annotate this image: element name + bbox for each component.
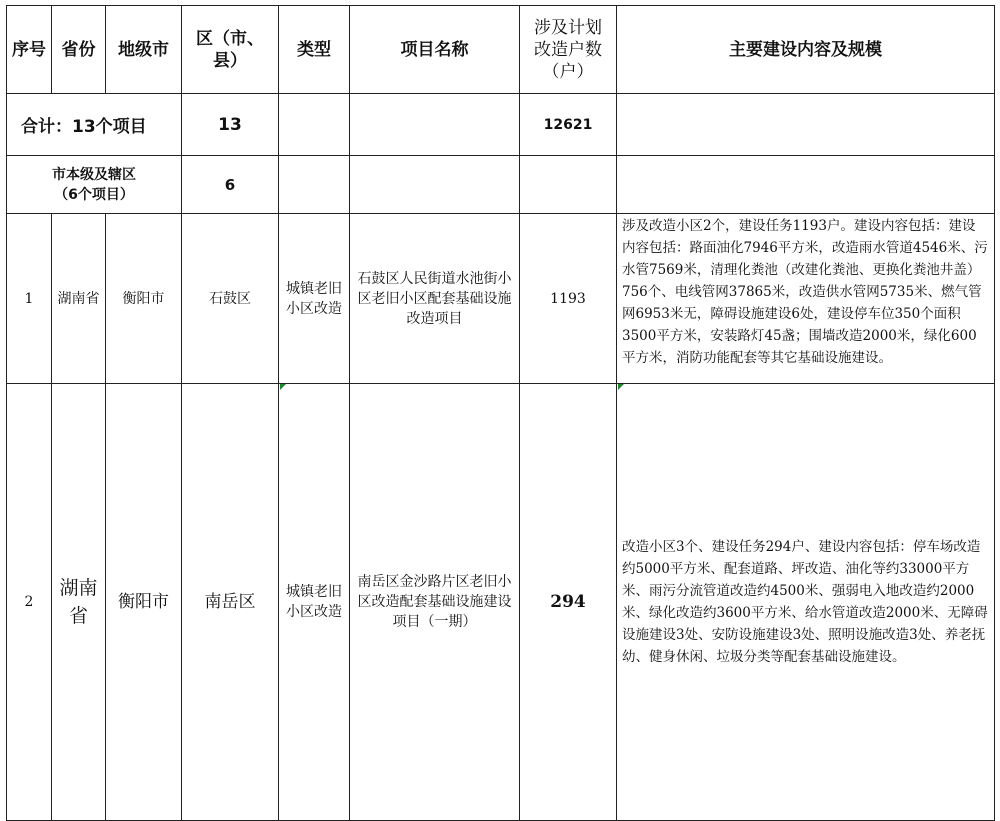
row-type: 城镇老旧小区改造 (279, 384, 350, 821)
row-type: 城镇老旧小区改造 (279, 214, 350, 384)
subtotal-label (7, 156, 182, 214)
summary-label: 合计：13个项目 (7, 94, 182, 156)
header-project-name: 项目名称 (350, 6, 520, 94)
table-row (7, 384, 995, 821)
table-row (7, 214, 995, 384)
row-city: 衡阳市 (106, 384, 182, 821)
row-city: 衡阳市 (106, 214, 182, 384)
row-district: 南岳区 (182, 384, 279, 821)
projects-table (6, 5, 995, 821)
row-content: 改造小区3个、建设任务294户、建设内容包括：停车场改造约5000平方米、配套道路、坪改造、油化等约33000平方米、雨污分流管道改造约4500米、强弱电入地改造约2000米、绿化改造约3600平方米、给水管道改造2000米、无障碍设施建设3处、安防设施建设3处、照明设施改造3处、养老抚幼、健身休闲、垃圾分类等配套基础设施建设。 (617, 384, 995, 821)
row-households: 1193 (520, 214, 617, 384)
cell-comment-marker (280, 384, 286, 390)
header-content: 主要建设内容及规模 (617, 6, 995, 94)
subtotal-row (7, 156, 995, 214)
cell-comment-marker (618, 384, 624, 390)
row-households: 294 (520, 384, 617, 821)
header-province: 省份 (52, 6, 106, 94)
row-seq: 1 (7, 214, 52, 384)
row-province: 湖南省 (52, 214, 106, 384)
header-seq: 序号 (7, 6, 52, 94)
subtotal-label-line2: （6个项目） (54, 186, 134, 203)
header-type: 类型 (279, 6, 350, 94)
summary-count: 13 (182, 94, 279, 156)
row-province: 湖南省 (52, 384, 106, 821)
header-households: 涉及计划改造户数（户） (520, 6, 617, 94)
row-project-name: 南岳区金沙路片区老旧小区改造配套基础设施建设项目（一期） (350, 384, 520, 821)
header-district: 区（市、县） (182, 6, 279, 94)
subtotal-label-line1: 市本级及辖区 (52, 166, 136, 183)
row-content: 涉及改造小区2个，建设任务1193户。建设内容包括：建设内容包括：路面油化7946平方米，改造雨水管道4546米、污水管7569米，清理化粪池（改建化粪池、更换化粪池井盖）756个、电线管网37865米，改造供水管网5735米、燃气管网6953米无，障碍设施建设6处，建设停车位350个面积3500平方米，安装路灯45盏；围墙改造2000米，绿化600平方米，消防功能配套等其它基础设施建设。 (617, 214, 995, 384)
row-project-name: 石鼓区人民街道水池街小区老旧小区配套基础设施改造项目 (350, 214, 520, 384)
header-row (7, 6, 995, 94)
row-seq: 2 (7, 384, 52, 821)
subtotal-count: 6 (182, 156, 279, 214)
summary-households: 12621 (520, 94, 617, 156)
row-district: 石鼓区 (182, 214, 279, 384)
header-city: 地级市 (106, 6, 182, 94)
summary-row (7, 94, 995, 156)
